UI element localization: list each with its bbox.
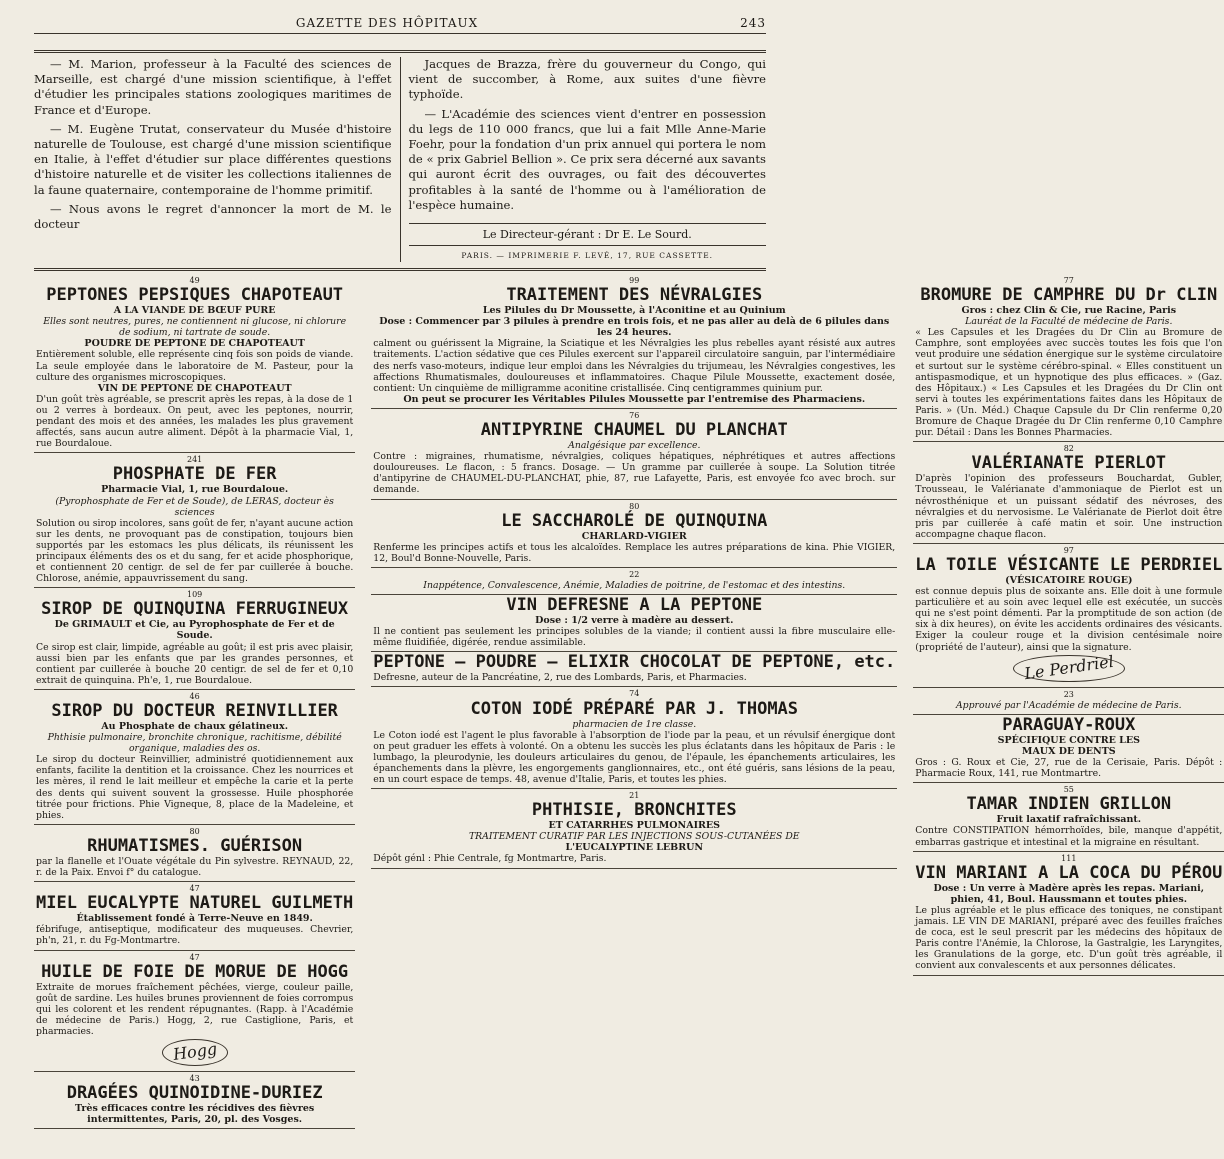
ad-italic-text: TRAITEMENT CURATIF PAR LES INJECTIONS SOUS-CUTANÉES DE <box>468 831 800 843</box>
ad-number: 76 <box>629 410 640 420</box>
handwritten-signature: Le Perdriel <box>1022 651 1115 683</box>
ad-subtitle: VIN DE PEPTONE DE CHAPOTEAUT <box>97 382 292 394</box>
top-divider <box>34 50 766 53</box>
ad-body-text: Dépôt génl : Phie Centrale, fg Montmartre, Paris. <box>373 853 607 865</box>
ad-headline: SIROP DE QUINQUINA FERRUGINEUX <box>41 599 349 620</box>
news-paragraph: — M. Eugène Trutat, conservateur du Musée d'histoire naturelle de Toulouse, est chargé d'une mission scientifique en Italie, à l'effet d'étudier sur place différentes questions d'histoire naturelle et de visiter les collections italiennes de la faune quaternaire, contemporaine de l'homme primitif. <box>34 121 392 197</box>
ads-column-2 <box>371 274 897 1136</box>
advertisement <box>371 568 897 595</box>
ad-italic-text: (Pyrophosphate de Fer et de Soude), de LERAS, docteur ès sciences <box>55 495 334 518</box>
ad-body-text: Entièrement soluble, elle représente cinq fois son poids de viande. La seule employée dans le laboratoire de M. Pasteur, pour la culture des organismes microscopiques. <box>36 349 354 383</box>
ad-subtitle: Au Phosphate de chaux gélatineux. <box>101 721 289 732</box>
ad-body-text: « Les Capsules et les Dragées du Dr Clin au Bromure de Camphre, sont employées avec succès toutes les fois que l'on veut produire une sédation énergique sur le système circulatoire et surtout sur le système cérébro-spinal. « Elles constituent un antispasmodique, et un hypnotique des plus efficaces. » (Gaz. des Hôpitaux.) « Les Capsules et les Dragées du Dr Clin ont servi à toutes les expérimentations faites dans les Hôpitaux de Paris. » (Un. Méd.) Chaque Capsule du Dr Clin renferme 0,20 Bromure de Chaque Dragée du Dr Clin renferme 0,10 Camphre pur. Détail : Dans les Bonnes Pharmacies. <box>915 327 1223 439</box>
ad-number: 109 <box>187 590 203 600</box>
advertisement <box>913 688 1224 715</box>
advertisement <box>34 825 355 882</box>
advertisement <box>371 274 897 409</box>
ads-column-1 <box>34 274 355 1136</box>
ad-italic-text: Inappétence, Convalescence, Anémie, Maladies de poitrine, de l'estomac et des intestins. <box>423 579 846 591</box>
advertisement <box>371 595 897 652</box>
ad-number: 241 <box>187 455 203 465</box>
ad-body-text: D'un goût très agréable, se prescrit après les repas, à la dose de 1 ou 2 verres à bordeaux. On peut, avec les peptones, nourrir, pendant des mois et des années, les malades les plus gravement affectés, sans aucun autre aliment. Dépôt à la pharmacie Vial, 1, rue Bourdaloue. <box>36 393 354 450</box>
ad-number: 23 <box>1063 689 1074 699</box>
ad-headline: VIN DEFRESNE A LA PEPTONE <box>506 595 763 616</box>
ad-body-text: Ce sirop est clair, limpide, agréable au goût; il est pris avec plaisir, aussi bien par les enfants que par les grandes personnes, et contient par cuillerée à bouche 20 centigr. de sel de fer et 0,10 extrait de quinquina. Ph'e, 1, rue Bourdaloue. <box>36 641 354 686</box>
ad-headline: TAMAR INDIEN GRILLON <box>966 794 1172 815</box>
printer-line: PARIS. — IMPRIMERIE F. LEVÉ, 17, RUE CASSETTE. <box>409 245 767 263</box>
ad-subtitle: Très efficaces contre les récidives des fièvres intermittentes, Paris, 20, pl. des Vosges. <box>75 1103 315 1126</box>
ad-headline: PEPTONE — POUDRE — ELIXIR CHOCOLAT DE PEPTONE, etc. <box>373 652 896 673</box>
ad-body-text: Le Coton iodé est l'agent le plus favorable à l'absorption de l'iode par la peau, et un révulsif énergique dont on peut graduer les effets à volonté. On a obtenu les succès les plus éclatants dans les hôpitaux de Paris : le lumbago, la pleurodynie, les douleurs articulaires du genou, de l'épaule, les épanchements articulaires, les épanchements dans la plèvre, les engorgements ganglionnaires, etc., ont été guéris, sans lésions de la peau, en un court espace de temps. 48, avenue d'Italie, Paris, et toutes les phies. <box>373 729 896 785</box>
advertisement <box>371 687 897 789</box>
advertisement <box>34 690 355 825</box>
signature-logo <box>162 1039 228 1066</box>
news-section <box>34 57 766 262</box>
ad-body-text: Solution ou sirop incolores, sans goût de fer, n'ayant aucune action sur les dents, ne provoquant pas de constipation, toujours bien supportés par les estomacs les plus délicats, ils réunissent les principaux éléments des os et du sang, fer et acide phosphorique, et contiennent 20 centigr. de sel de fer par cuillerée à bouche. Chlorose, anémie, appauvrissement du sang. <box>36 517 354 585</box>
ad-subtitle: CHARLARD-VIGIER <box>581 530 687 542</box>
ad-number: 47 <box>189 884 200 894</box>
ad-number: 77 <box>1063 276 1074 285</box>
ad-headline: MIEL EUCALYPTE NATUREL GUILMETH <box>36 893 354 914</box>
ad-number: 46 <box>189 691 200 701</box>
ad-headline: SIROP DU DOCTEUR REINVILLIER <box>51 701 338 721</box>
ad-body-text: Le sirop du docteur Reinvillier, administré quotidiennement aux enfants, facilite la dentition et la croissance. Chez les nourrices et les mères, il rend le lait meilleur et empêche la carie et la perte des dents qui suivent souvent la grossesse. Huile phosphorée titrée pour frictions. Phie Vigneque, 8, place de la Madeleine, et phies. <box>36 754 354 821</box>
ad-number: 22 <box>629 569 640 579</box>
ad-headline: VALÉRIANATE PIERLOT <box>971 453 1167 474</box>
ad-italic-text: Analgésique par excellence. <box>568 440 701 452</box>
ad-headline: COTON IODÉ PRÉPARÉ PAR J. THOMAS <box>470 698 799 719</box>
ad-body-text: Defresne, auteur de la Pancréatine, 2, rue des Lombards, Paris, et Pharmacies. <box>373 672 747 684</box>
ad-number: 21 <box>629 791 640 801</box>
ad-headline: LA TOILE VÉSICANTE LE PERDRIEL <box>915 554 1223 575</box>
ad-number: 82 <box>1063 444 1074 454</box>
ad-number: 74 <box>629 689 640 699</box>
ad-headline: LE SACCHAROLÉ DE QUINQUINA <box>501 510 768 531</box>
ad-body-text: par la flanelle et l'Ouate végétale du Pin sylvestre. REYNAUD, 22, r. de la Paix. Envoi f° du catalogue. <box>36 855 354 879</box>
ad-body-text: D'après l'opinion des professeurs Bouchardat, Gubler, Trousseau, le Valérianate d'ammoniaque de Pierlot est un névrosthénique et un puissant sédatif des névroses, des névralgies et du nervosisme. Le Valérianate de Pierlot doit être pris par cuillerée à café matin et soir. Une instruction accompagne chaque flacon. <box>915 473 1223 540</box>
ad-body-text: Le plus agréable et le plus efficace des toniques, ne constipant jamais. LE VIN DE MARIANI, préparé avec des feuilles fraîches de coca, est le seul prescrit par les médecins des hôpitaux de Paris contre l'Anémie, la Chlorose, la Gastralgie, les Laryngites, les Granulations de la gorge, etc. D'un goût très agréable, il convient aux convalescents et aux personnes délicates. <box>915 904 1223 972</box>
ads-divider <box>34 268 766 271</box>
ad-body-text: calment ou guérissent la Migraine, la Sciatique et les Névralgies les plus rebelles ayant résisté aux autres traitements. L'action sédative que ces Pilules exercent sur l'appareil circulatoire sanguin, par l'intermédiaire des nerfs vaso-moteurs, indique leur emploi dans les Névralgies du trijumeau, les Névralgies congestives, les affections Rhumatismales, douloureuses et inflammatoires. Chaque Pilule Moussette, exactement dosée, contient: Un cinquième de milligramme aconitine cristallisée. Cinq centigrammes quinium pur. <box>373 338 896 394</box>
advertisement <box>34 1072 355 1129</box>
advertisement <box>371 789 897 868</box>
ad-subtitle: ET CATARRHES PULMONAIRES <box>548 820 721 832</box>
ad-body-text: Contre : migraines, rhumatisme, névralgies, coliques hépatiques, néphrétiques et autres affections douloureuses. Le flacon, : 5 francs. Dosage. — Un gramme par cuillerée à soupe. La Solution titrée d'antipyrine de CHAUMEL-DU-PLANCHAT, phie, 87, rue Lafayette, Paris, est envoyée fco avec broch. sur demande. <box>373 451 896 496</box>
advertisement <box>913 783 1224 851</box>
ad-headline: HUILE DE FOIE DE MORUE DE HOGG <box>41 961 349 982</box>
news-column-left <box>34 57 392 262</box>
ad-headline: VIN MARIANI A LA COCA DU PÉROU <box>915 862 1223 883</box>
ad-italic-text: Phthisie pulmonaire, bronchite chronique, rachitisme, débilité organique, maladies des os. <box>47 732 342 755</box>
ad-number: 80 <box>189 826 200 836</box>
ad-body-text: Il ne contient pas seulement les principes solubles de la viande; il contient aussi la fibre musculaire elle-même fluidifiée, digérée, rendue assimilable. <box>373 626 896 649</box>
ad-headline: ANTIPYRINE CHAUMEL DU PLANCHAT <box>480 420 788 441</box>
ad-subtitle: MAUX DE DENTS <box>1021 746 1116 757</box>
ad-number: 80 <box>629 501 640 511</box>
ad-number: 111 <box>1061 853 1077 863</box>
ad-number: 43 <box>189 1074 200 1084</box>
advertisements-section <box>34 274 1223 1136</box>
ad-body-text: est connue depuis plus de soixante ans. Elle doit à une formule particulière et au soin avec lequel elle est exécutée, un succès qui ne s'est point démenti. Par la promptitude de son action (de six à dix heures), on évite les accidents ordinaires des vésicants. Exiger la couleur rouge et la division centésimale noire (propriété de l'auteur), ainsi que la signature. <box>915 586 1223 653</box>
news-paragraph: — Nous avons le regret d'annoncer la mort de M. le docteur <box>34 201 392 232</box>
ad-number: 97 <box>1063 545 1074 555</box>
ad-subtitle: Établissement fondé à Terre-Neuve en 1849. <box>76 913 313 925</box>
ad-subtitle: Gros : chez Clin & Cie, rue Racine, Paris <box>961 305 1177 317</box>
ad-body-text: Renferme les principes actifs et tous les alcaloïdes. Remplace les autres préparations de kina. Phie VIGIER, 12, Boul'd Bonne-Nouvelle, Paris. <box>373 541 896 564</box>
signature-logo <box>1013 651 1125 683</box>
ad-body-text: Contre CONSTIPATION hémorrhoïdes, bile, manque d'appétit, embarras gastrique et intestinal et la migraine en résultant. <box>915 825 1223 848</box>
ad-headline: PARAGUAY-ROUX <box>1002 714 1136 735</box>
ad-subtitle: Dose : Un verre à Madère après les repas. Mariani, phien, 41, Boul. Haussmann et toutes phies. <box>933 882 1205 905</box>
ad-headline: PHOSPHATE DE FER <box>112 464 277 485</box>
news-column-right <box>409 57 767 262</box>
ad-subtitle: On peut se procurer les Véritables Pilules Moussette par l'entremise des Pharmaciens. <box>403 393 866 405</box>
advertisement <box>913 442 1224 544</box>
advertisement <box>371 409 897 500</box>
advertisement <box>34 453 355 588</box>
ad-subtitle: De GRIMAULT et Cie, au Pyrophosphate de Fer et de Soude. <box>54 619 335 642</box>
handwritten-signature: Hogg <box>171 1039 218 1065</box>
news-paragraph: Jacques de Brazza, frère du gouverneur du Congo, qui vient de succomber, à Rome, aux suites d'une fièvre typhoïde. <box>408 57 766 102</box>
ad-subtitle: Dose : 1/2 verre à madère au dessert. <box>535 615 734 627</box>
ad-subtitle: L'EUCALYPTINE LEBRUN <box>565 842 704 854</box>
page-number: 243 <box>740 16 766 30</box>
advertisement <box>34 274 355 453</box>
ad-number: 47 <box>189 952 200 962</box>
ad-headline: TRAITEMENT DES NÉVRALGIES <box>506 285 763 306</box>
advertisement <box>34 882 355 950</box>
advertisement <box>371 500 897 568</box>
ad-number: 49 <box>189 276 200 285</box>
ad-headline: PHTHISIE, BRONCHITES <box>531 800 737 821</box>
ad-body-text: Extraite de morues fraîchement pêchées, vierge, couleur paille, goût de sardine. Les huiles brunes proviennent de foies corrompus qui les colorent et les rendent répugnantes. (Rapp. à l'Académie de médecine de Paris.) Hogg, 2, rue Castiglione, Paris, et pharmacies. <box>36 981 354 1037</box>
ad-number: 55 <box>1063 785 1074 795</box>
ad-subtitle: (VÉSICATOIRE ROUGE) <box>1005 574 1133 586</box>
advertisement <box>913 274 1224 442</box>
advertisement <box>34 951 355 1073</box>
ad-headline: BROMURE DE CAMPHRE DU Dr CLIN <box>920 285 1218 306</box>
advertisement <box>371 652 897 687</box>
ad-number: 99 <box>629 276 640 285</box>
news-paragraph: — L'Académie des sciences vient d'entrer en possession du legs de 110 000 francs, que lui a fait Mlle Anne-Marie Foehr, pour la fondation d'un prix annuel qui portera le nom de « prix Gabriel Bellion ». Ce prix sera décerné aux savants qui auront écrit des ouvrages, ou fait des découvertes profitables à la santé de l'homme ou à l'amélioration de l'espèce humaine. <box>408 106 766 212</box>
advertisement <box>913 715 1224 783</box>
ad-italic-text: Elles sont neutres, pures, ne contiennent ni glucose, ni chlorure de sodium, ni tartrate de soude. <box>43 316 347 339</box>
ad-italic-text: pharmacien de 1re classe. <box>572 718 697 730</box>
advertisement <box>34 588 355 690</box>
ad-subtitle: Les Pilules du Dr Moussette, à l'Aconitine et au Quinium <box>482 305 786 317</box>
ad-headline: DRAGÉES QUINOIDINE-DURIEZ <box>66 1083 323 1104</box>
ad-subtitle: Pharmacie Vial, 1, rue Bourdaloue. <box>101 484 289 496</box>
directeur-line: Le Directeur-gérant : Dr E. Le Sourd. <box>409 223 767 242</box>
ad-subtitle: A LA VIANDE DE BŒUF PURE <box>113 305 276 317</box>
ad-body-text: fébrifuge, antiseptique, modificateur des muqueuses. Chevrier, ph'n, 21, r. du Fg-Montmartre. <box>36 924 354 947</box>
ad-headline: RHUMATISMES. GUÉRISON <box>87 835 303 856</box>
ad-subtitle: Fruit laxatif rafraîchissant. <box>996 814 1142 826</box>
page-header <box>34 16 766 34</box>
column-separator <box>400 57 401 262</box>
ad-body-text: Gros : G. Roux et Cie, 27, rue de la Cerisaie, Paris. Dépôt : Pharmacie Roux, 141, rue Montmartre. <box>915 757 1223 780</box>
advertisement <box>913 544 1224 688</box>
ads-column-3 <box>913 274 1224 1136</box>
ad-subtitle: Dose : Commencer par 3 pilules à prendre en trois fois, et ne pas aller au delà de 6 pilules dans les 24 heures. <box>379 316 890 339</box>
journal-title: GAZETTE DES HÔPITAUX <box>295 16 479 30</box>
ad-italic-text: Approuvé par l'Académie de médecine de Paris. <box>955 699 1182 711</box>
advertisement <box>913 852 1224 976</box>
ad-italic-text: Lauréat de la Faculté de médecine de Paris. <box>965 316 1173 328</box>
ad-subtitle: POUDRE DE PEPTONE DE CHAPOTEAUT <box>84 338 305 350</box>
news-paragraph: — M. Marion, professeur à la Faculté des sciences de Marseille, est chargé d'une mission scientifique, à l'effet d'étudier les principales stations zoologiques maritimes de France et d'Europe. <box>34 57 392 117</box>
ad-headline: PEPTONES PEPSIQUES CHAPOTEAUT <box>46 285 344 306</box>
ad-subtitle: SPÉCIFIQUE CONTRE LES <box>997 734 1140 746</box>
